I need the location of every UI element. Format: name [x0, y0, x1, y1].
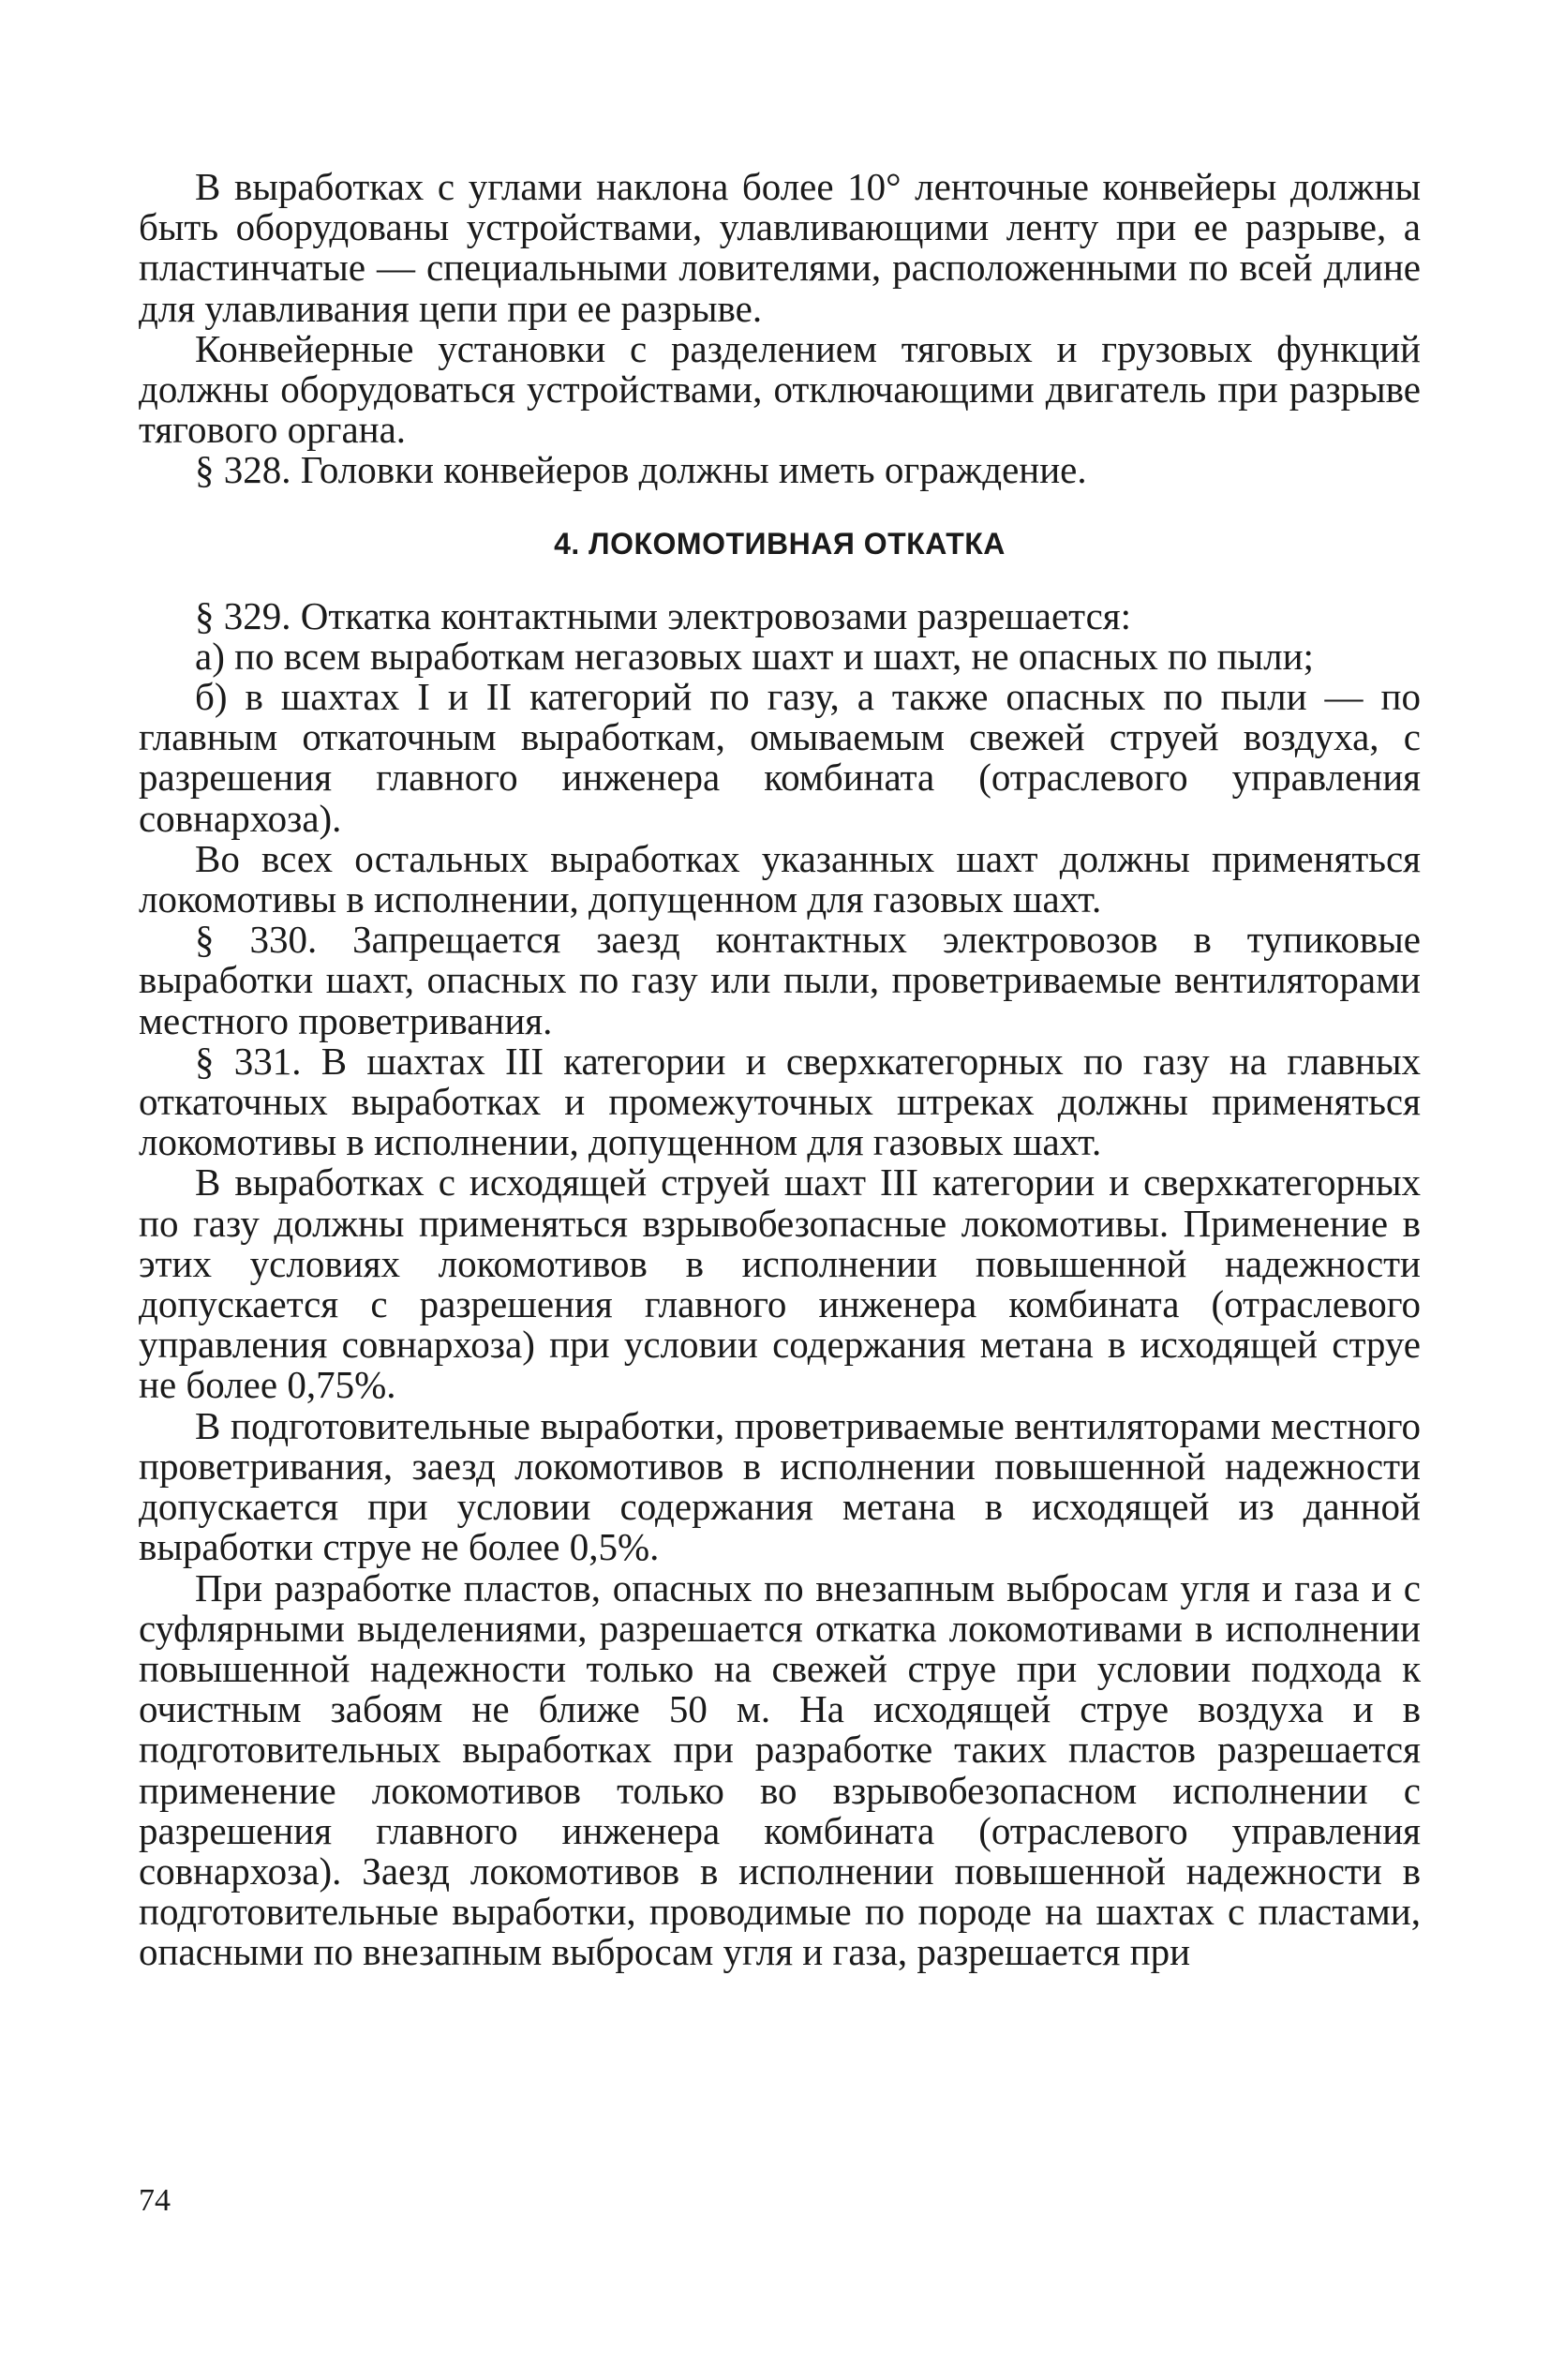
section-heading: 4. ЛОКОМОТИВНАЯ ОТКАТКА	[554, 526, 1006, 561]
page-number: 74	[139, 2183, 171, 2218]
paragraph-331: § 331. В шахтах III категории и сверхкатегорных по газу на главных откаточных выработках и промежуточных штреках должны применяться локомотивы в исполнении, допущенном для газовых шахт.	[139, 1039, 1421, 1164]
paragraph-other-workings: Во всех остальных выработках указанных шахт должны применяться локомотивы в исполнении, допущенном для газовых шахт.	[139, 836, 1421, 921]
paragraph-conveyor-installations: Конвейерные установки с разделением тяговых и грузовых функций должны оборудоваться устройствами, отключающими двигатель при разрыве тягового органа.	[139, 326, 1421, 452]
paragraph-330: § 330. Запрещается заезд контактных электровозов в тупиковые выработки шахт, опасных по газу или пыли, проветриваемые вентиляторами местного проветривания.	[139, 918, 1421, 1042]
paragraph-329: § 329. Откатка контактными электровозами разрешается:	[195, 593, 1132, 637]
paragraph-outburst-seams: При разработке пластов, опасных по внезапным выбросам угля и газа и с суфлярными выделениями, разрешается откатка локомотивами в исполнении повышенной надежности только на свежей струе при условии подхода к очистным забоям не ближе 50 м. На исходящей струе воздуха и в подготовительных выработках при разработке таких пластов разрешается применение локомотивов только во взрывобезопасном исполнении с разрешения главного инженера комбината (отраслевого управления совнархоза). Заезд локомотивов в исполнении повышенной надежности в подготовительные выработки, проводимые по породе на шахтах с пластами, опасными по внезапным выбросам угля и газа, разрешается при	[139, 1565, 1421, 1974]
paragraph-conveyor-belts: В выработках с углами наклона более 10° ленточные конвейеры должны быть оборудованы устройствами, улавливающими ленту при ее разрыве, а пластинчатые — специальными ловителями, расположенными по всей длине для улавливания цепи при ее разрыве.	[139, 165, 1421, 330]
paragraph-outgoing-stream: В выработках с исходящей струей шахт III категории и сверхкатегорных по газу должны применяться взрывобезопасные локомотивы. Применение в этих условиях локомотивов в исполнении повышенной надежности допускается с разрешения главного инженера комбината (отраслевого управления совнархоза) при условии содержания метана в исходящей струе не более 0,75%.	[139, 1160, 1421, 1407]
paragraph-328: § 328. Головки конвейеров должны иметь ограждение.	[195, 448, 1087, 492]
paragraph-329-a: а) по всем выработкам негазовых шахт и шахт, не опасных по пыли;	[195, 634, 1314, 678]
page-body	[139, 167, 1421, 1973]
paragraph-329-b: б) в шахтах I и II категорий по газу, а также опасных по пыли — по главным откаточным выработкам, омываемым свежей струей воздуха, с разрешения главного инженера комбината (отраслевого управления совнархоза).	[139, 675, 1421, 840]
paragraph-preparatory-workings: В подготовительные выработки, проветриваемые вентиляторами местного проветривания, заезд локомотивов в исполнении повышенной надежности допускается при условии содержания метана в исходящей из данной выработки струе не более 0,5%.	[139, 1403, 1421, 1569]
